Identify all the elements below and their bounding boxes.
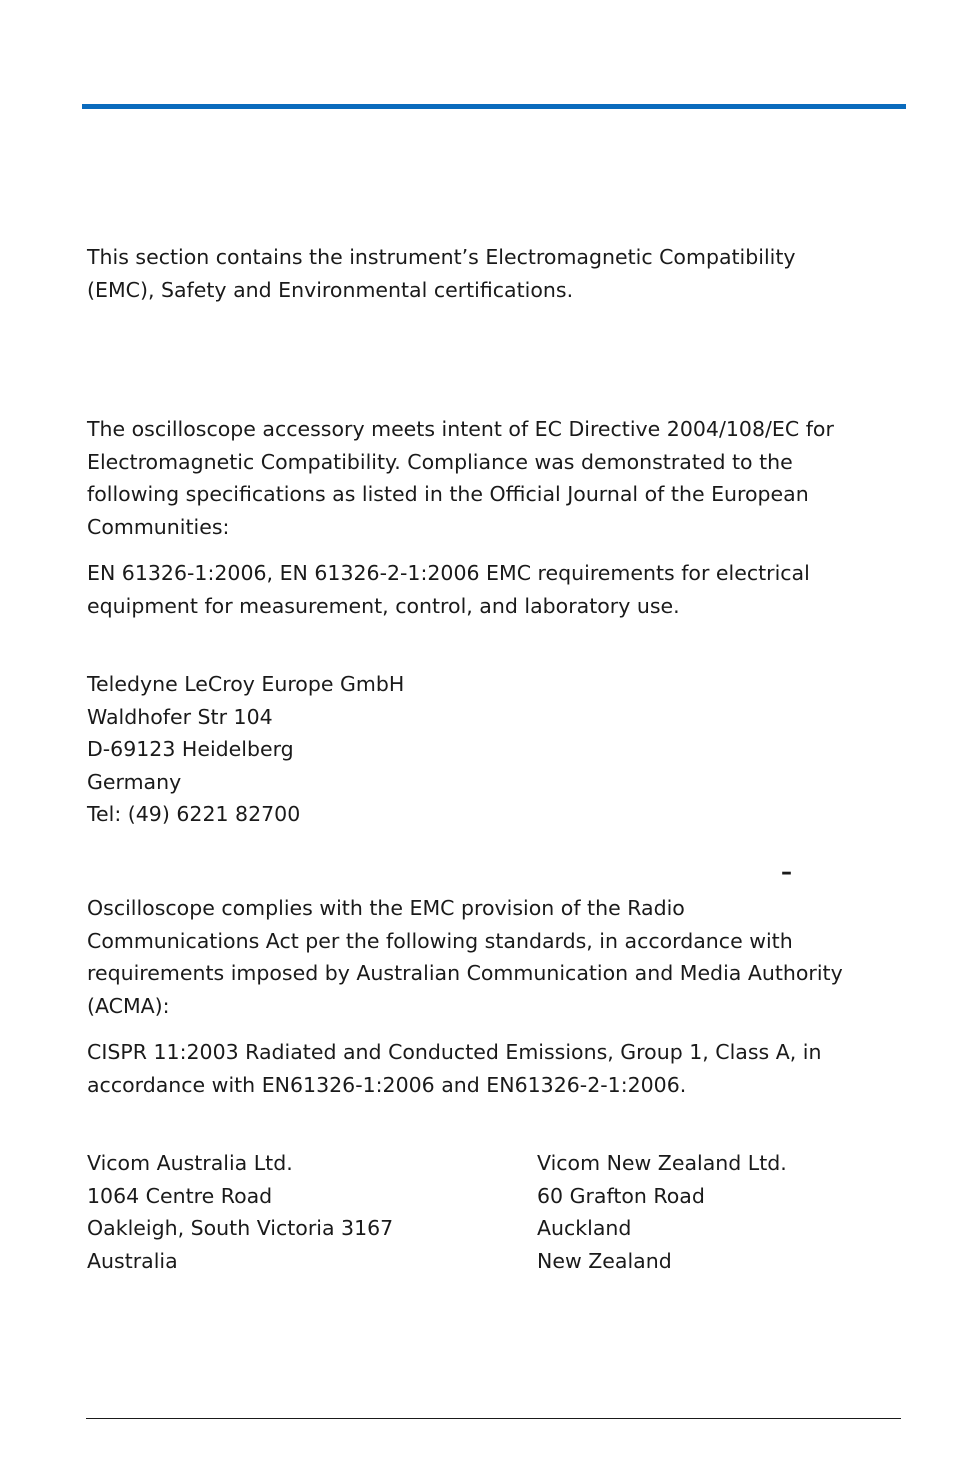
address-line: 1064 Centre Road	[87, 1183, 273, 1208]
address-line: Tel: (49) 6221 82700	[87, 802, 301, 826]
address-line: Australia	[87, 1248, 178, 1273]
cispr-line: accordance with EN61326-1:2006 and EN61326-2-1:2006.	[87, 1072, 687, 1097]
acma-line: requirements imposed by Australian Communication and Media Authority	[87, 961, 843, 985]
cispr-paragraph	[87, 1036, 907, 1101]
address-line: Auckland	[537, 1216, 632, 1240]
acma-line: Communications Act per the following standards, in accordance with	[87, 928, 793, 953]
ec-directive-line: Communities:	[87, 514, 230, 539]
address-line: D-69123 Heidelberg	[87, 737, 294, 761]
intro-paragraph	[87, 241, 907, 306]
header-rule	[82, 104, 906, 109]
ec-directive-line: The oscilloscope accessory meets intent of EC Directive 2004/108/EC for	[87, 417, 834, 441]
intro-line: This section contains the instrument’s Electromagnetic Compatibility	[87, 245, 796, 269]
ec-directive-line: Electromagnetic Compatibility. Compliance was demonstrated to the	[87, 449, 793, 474]
ec-directive-line: following specifications as listed in the Official Journal of the European	[87, 482, 809, 506]
address-line: New Zealand	[537, 1248, 672, 1273]
footer-rule	[86, 1418, 901, 1419]
address-line: Teledyne LeCroy Europe GmbH	[87, 672, 405, 696]
acma-line: Oscilloscope complies with the EMC provision of the Radio	[87, 896, 685, 920]
address-line: Vicom Australia Ltd.	[87, 1151, 293, 1175]
en-standard-paragraph	[87, 557, 907, 622]
nz-contact-address	[537, 1147, 917, 1277]
cispr-line: CISPR 11:2003 Radiated and Conducted Emissions, Group 1, Class A, in	[87, 1040, 822, 1064]
acma-paragraph	[87, 892, 907, 1022]
address-line: Germany	[87, 769, 182, 794]
en-standard-line: equipment for measurement, control, and laboratory use.	[87, 593, 680, 618]
address-line: Vicom New Zealand Ltd.	[537, 1151, 787, 1175]
en-standard-line: EN 61326-1:2006, EN 61326-2-1:2006 EMC requirements for electrical	[87, 561, 810, 585]
acma-line: (ACMA):	[87, 993, 170, 1018]
address-line: Oakleigh, South Victoria 3167	[87, 1216, 394, 1240]
europe-contact-address	[87, 668, 907, 831]
heading-dash: –	[781, 860, 792, 885]
ec-directive-paragraph	[87, 413, 907, 543]
address-line: 60 Grafton Road	[537, 1183, 705, 1208]
address-line: Waldhofer Str 104	[87, 704, 273, 729]
intro-line: (EMC), Safety and Environmental certifications.	[87, 277, 574, 302]
australia-contact-address	[87, 1147, 507, 1277]
